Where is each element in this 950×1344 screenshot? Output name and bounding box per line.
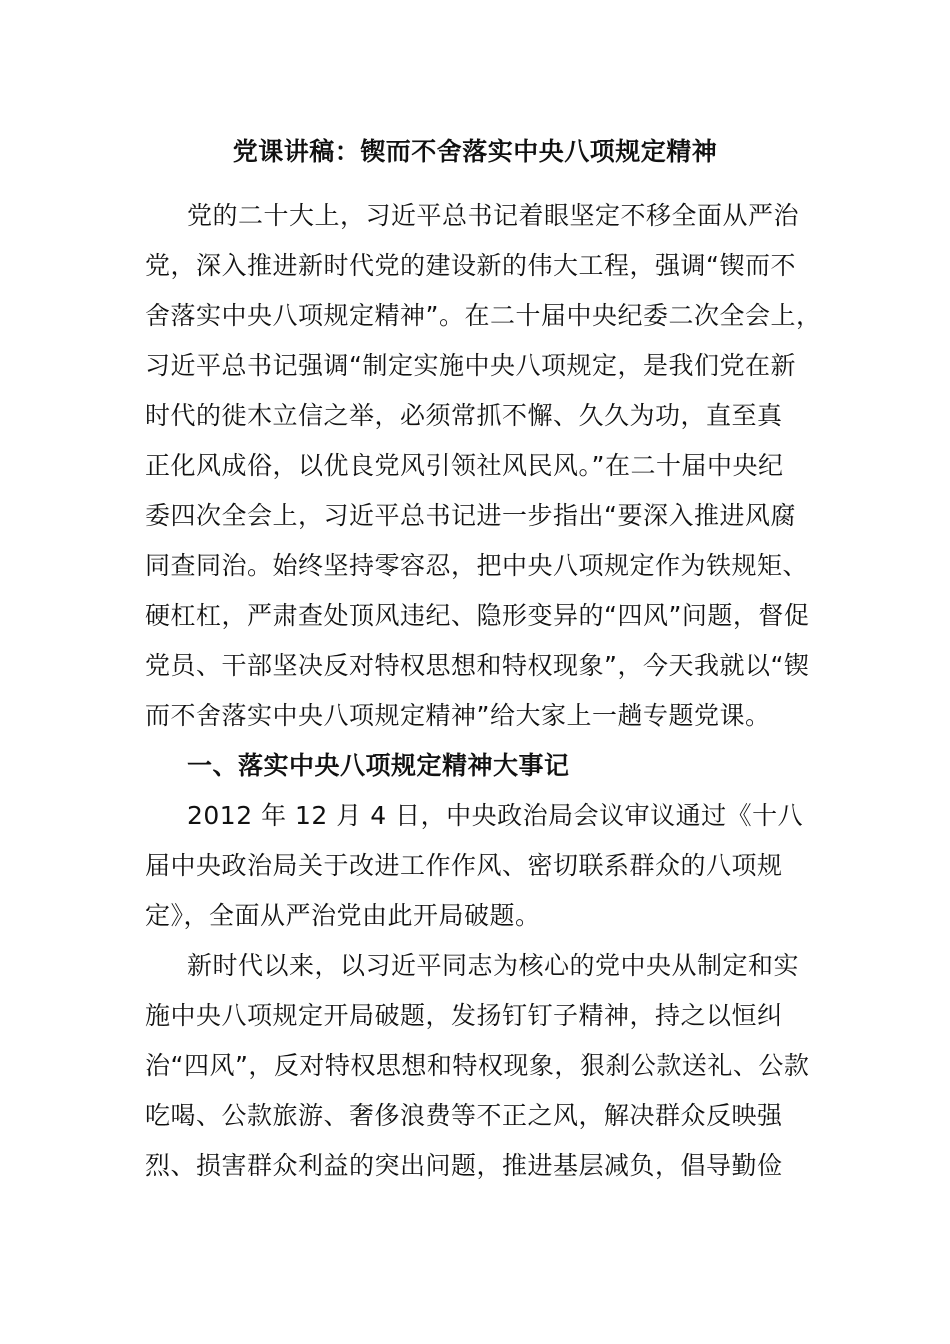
paragraph-1-line-10: 党员、干部坚决反对特权思想和特权现象”，今天我就以“锲 bbox=[145, 651, 810, 680]
section-heading: 一、落实中央八项规定精神大事记 bbox=[187, 751, 570, 780]
paragraph-2-line-1: 2012 年 12 月 4 日，中央政治局会议审议通过《十八 bbox=[187, 801, 804, 830]
paragraph-1-line-6: 正化风成俗，以优良党风引领社风民风。”在二十届中央纪 bbox=[145, 451, 784, 480]
paragraph-1-line-2: 党，深入推进新时代党的建设新的伟大工程，强调“锲而不 bbox=[145, 251, 796, 280]
paragraph-2-line-3: 定》，全面从严治党由此开局破题。 bbox=[145, 901, 541, 930]
paragraph-3-line-5: 烈、损害群众利益的突出问题，推进基层减负，倡导勤俭 bbox=[145, 1151, 783, 1180]
paragraph-1-line-11: 而不舍落实中央八项规定精神”给大家上一趟专题党课。 bbox=[145, 701, 771, 730]
paragraph-1-line-4: 习近平总书记强调“制定实施中央八项规定，是我们党在新 bbox=[145, 351, 796, 380]
paragraph-3-line-2: 施中央八项规定开局破题，发扬钉钉子精神，持之以恒纠 bbox=[145, 1001, 783, 1030]
paragraph-1-line-1: 党的二十大上，习近平总书记着眼坚定不移全面从严治 bbox=[187, 201, 800, 230]
paragraph-3-line-3: 治“四风”，反对特权思想和特权现象，狠刹公款送礼、公款 bbox=[145, 1051, 810, 1080]
paragraph-2-line-2: 届中央政治局关于改进工作作风、密切联系群众的八项规 bbox=[145, 851, 783, 880]
paragraph-3-line-4: 吃喝、公款旅游、奢侈浪费等不正之风，解决群众反映强 bbox=[145, 1101, 783, 1130]
paragraph-1-line-9: 硬杠杠，严肃查处顶风违纪、隐形变异的“四风”问题，督促 bbox=[145, 601, 810, 630]
document-title: 党课讲稿：锲而不舍落实中央八项规定精神 bbox=[232, 137, 718, 166]
paragraph-3-line-1: 新时代以来，以习近平同志为核心的党中央从制定和实 bbox=[187, 951, 800, 980]
paragraph-1-line-8: 同查同治。始终坚持零容忍，把中央八项规定作为铁规矩、 bbox=[145, 551, 809, 580]
paragraph-1-line-5: 时代的徙木立信之举，必须常抓不懈、久久为功，直至真 bbox=[145, 401, 783, 430]
paragraph-1-line-3: 舍落实中央八项规定精神”。在二十届中央纪委二次全会上， bbox=[145, 301, 822, 330]
paragraph-1-line-7: 委四次全会上，习近平总书记进一步指出“要深入推进风腐 bbox=[145, 501, 796, 530]
